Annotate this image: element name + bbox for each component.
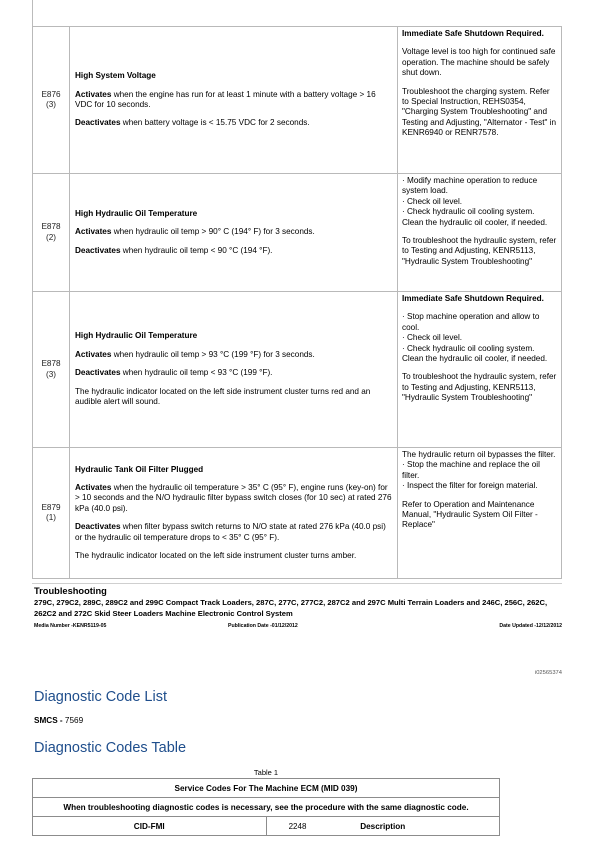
condition-paragraph: Activates when hydraulic oil temp > 90° C (194° F) for 3 seconds. <box>75 227 315 237</box>
condition-paragraph: Activates when hydraulic oil temp > 93 °C (199 °F) for 3 seconds. <box>75 349 315 359</box>
response-line: Troubleshoot the charging system. Refer to Special Instruction, REHS0354, "Charging System Troubleshooting" and Testing and Adjusting, "Alternator - Test" in KENR6940 or RENR7578. <box>402 86 557 138</box>
document-id: i02565374 <box>534 670 562 676</box>
condition-paragraph: Activates when the hydraulic oil temperature > 35° C (95° F), engine runs (key-on) for > 10 seconds and the N/O hydraulic filter bypass switch closes (for 10 sec) at rated 276 kPa (40.0 psi). <box>75 482 392 513</box>
response-line: · Stop machine operation and allow to cool. <box>402 312 540 332</box>
event-code-cell <box>33 27 70 174</box>
subsection-title: Diagnostic Codes Table <box>34 740 187 756</box>
smcs-code <box>34 716 83 725</box>
event-level: (2) <box>45 232 56 242</box>
smcs-label: SMCS - <box>34 716 63 725</box>
column-header-cid-fmi: CID-FMI <box>33 817 267 836</box>
condition-keyword: Deactivates <box>75 368 121 378</box>
shutdown-warning: Immediate Safe Shutdown Required. <box>402 29 544 38</box>
troubleshooting-subtitle: 279C, 279C2, 289C, 289C2 and 299C Compact Track Loaders, 287C, 277C, 277C2, 287C2 and 297C Multi Terrain Loaders and 246C, 256C, 262C, 262C2 and 272C Skid Steer Loaders Machine Electronic Control System <box>34 598 548 618</box>
response-line: To troubleshoot the hydraulic system, refer to Testing and Adjusting, KENR5113, "Hydraulic System Troubleshooting" <box>402 236 557 266</box>
event-code-cell <box>33 292 70 448</box>
event-level: (3) <box>45 100 56 109</box>
condition-paragraph: Activates when the engine has run for at least 1 minute with a battery voltage > 16 VDC for 10 seconds. <box>75 89 376 109</box>
smcs-value: 7569 <box>62 716 84 725</box>
condition-keyword: Activates <box>75 89 112 99</box>
table-caption: Table 1 <box>253 768 279 777</box>
event-level: (1) <box>45 513 56 522</box>
response-line: · Check hydraulic oil cooling system. Clean the hydraulic oil cooler, if needed. <box>402 343 548 364</box>
response-line: · Check hydraulic oil cooling system. Clean the hydraulic oil cooler, if needed. <box>402 207 548 227</box>
event-code: E878 <box>41 359 61 369</box>
troubleshooting-header <box>34 586 562 633</box>
event-level: (3) <box>45 369 56 379</box>
service-table-instruction: When troubleshooting diagnostic codes is necessary, see the procedure with the same diagnostic code. <box>33 798 500 817</box>
condition-title: Hydraulic Tank Oil Filter Plugged <box>75 464 204 474</box>
response-line: · Stop the machine and replace the oil filter. <box>402 460 540 480</box>
condition-cell <box>70 292 398 448</box>
condition-paragraph: Deactivates when battery voltage is < 15.75 VDC for 2 seconds. <box>75 118 310 128</box>
table-row <box>33 292 562 448</box>
condition-paragraph: Deactivates when hydraulic oil temp < 90 °C (194 °F). <box>75 245 273 255</box>
response-line: · Check oil level. <box>402 333 463 343</box>
diagnostic-code-table <box>32 26 562 579</box>
column-header-description: Description <box>266 817 500 836</box>
condition-cell <box>70 448 398 579</box>
condition-cell <box>70 27 398 174</box>
condition-title: High Hydraulic Oil Temperature <box>75 208 198 218</box>
page-number: 2248 <box>288 822 307 831</box>
condition-keyword: Deactivates <box>75 522 121 532</box>
date-updated: Date Updated -12/12/2012 <box>499 623 562 629</box>
section-title: Diagnostic Code List <box>34 689 167 705</box>
response-cell <box>398 292 562 448</box>
page-left-rule <box>32 0 33 26</box>
condition-paragraph: The hydraulic indicator located on the left side instrument cluster turns amber. <box>75 551 357 561</box>
diagnostic-code-table-body <box>33 27 562 579</box>
event-code: E879 <box>41 502 61 512</box>
condition-cell <box>70 174 398 292</box>
shutdown-warning: Immediate Safe Shutdown Required. <box>402 294 544 303</box>
service-table-title: Service Codes For The Machine ECM (MID 039) <box>33 779 500 798</box>
event-code-cell <box>33 448 70 579</box>
event-code-cell <box>33 174 70 292</box>
condition-keyword: Deactivates <box>75 245 121 255</box>
response-cell <box>398 174 562 292</box>
condition-keyword: Activates <box>75 482 112 492</box>
publication-meta <box>34 623 562 633</box>
troubleshooting-divider <box>32 583 562 584</box>
response-cell <box>398 27 562 174</box>
condition-paragraph: Deactivates when filter bypass switch returns to N/O state at rated 276 kPa (40.0 psi) or the hydraulic oil temperature drops to < 35° C (95° F). <box>75 522 386 542</box>
table-row <box>33 448 562 579</box>
response-cell <box>398 448 562 579</box>
response-line: · Modify machine operation to reduce system load. <box>402 176 538 196</box>
response-line: · Inspect the filter for foreign material. <box>402 481 538 491</box>
condition-keyword: Activates <box>75 349 112 359</box>
publication-date: Publication Date -01/12/2012 <box>228 623 298 629</box>
table-row <box>33 174 562 292</box>
condition-title: High System Voltage <box>75 71 156 81</box>
condition-title: High Hydraulic Oil Temperature <box>75 331 198 341</box>
media-number: Media Number -KENR5119-05 <box>34 623 107 629</box>
response-line: Refer to Operation and Maintenance Manual, "Hydraulic System Oil Filter - Replace" <box>402 499 538 530</box>
response-line: · Check oil level. <box>402 196 463 206</box>
condition-paragraph: Deactivates when hydraulic oil temp < 93 °C (199 °F). <box>75 368 273 378</box>
response-line: The hydraulic return oil bypasses the filter. <box>402 450 556 459</box>
condition-keyword: Activates <box>75 227 112 237</box>
response-line: Voltage level is too high for continued safe operation. The machine should be safely shut down. <box>402 47 556 78</box>
response-line: To troubleshoot the hydraulic system, refer to Testing and Adjusting, KENR5113, "Hydraulic System Troubleshooting" <box>402 372 557 403</box>
event-code: E876 <box>41 89 61 99</box>
condition-paragraph: The hydraulic indicator located on the left side instrument cluster turns red and an audible alert will sound. <box>75 386 371 407</box>
event-code: E878 <box>41 222 61 232</box>
table-row <box>33 27 562 174</box>
troubleshooting-heading: Troubleshooting <box>34 586 107 596</box>
condition-keyword: Deactivates <box>75 118 121 128</box>
